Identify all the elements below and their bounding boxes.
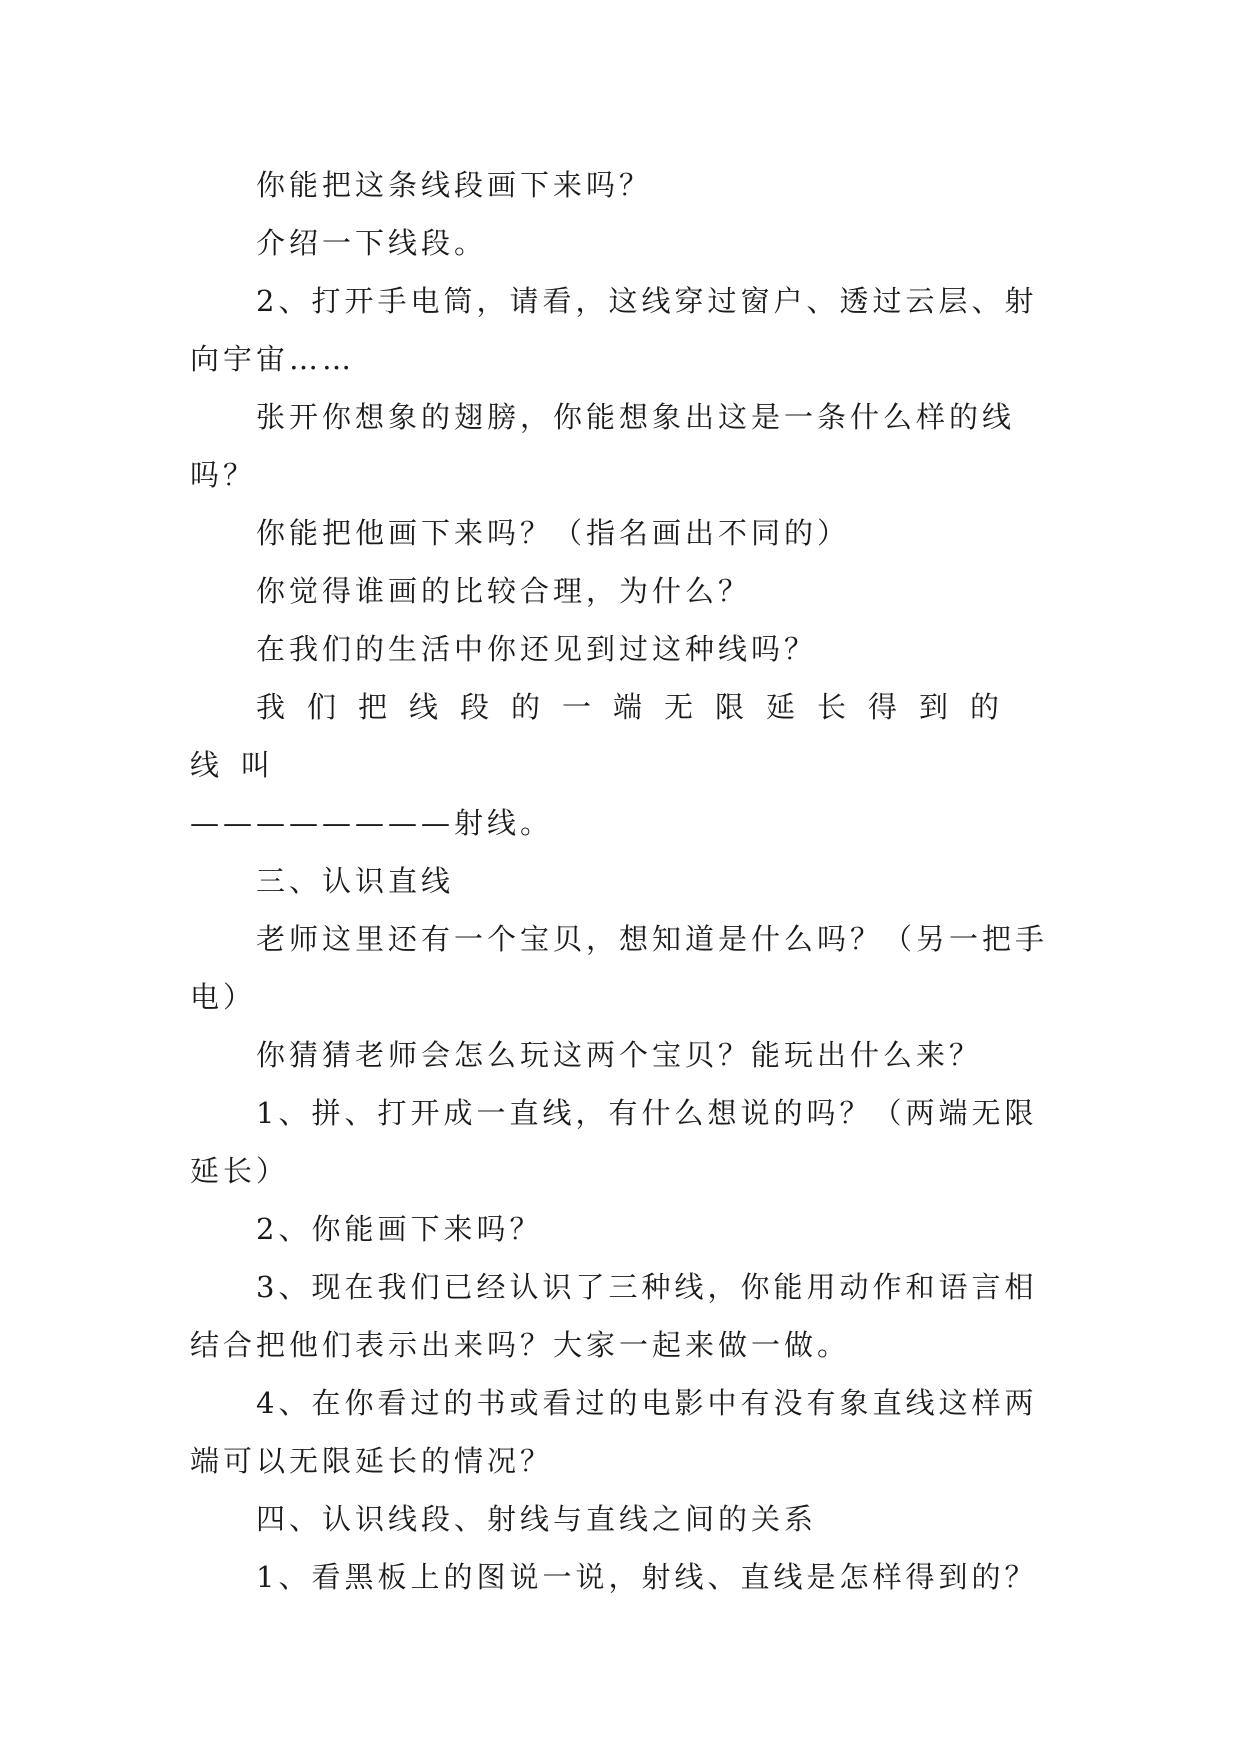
paragraph-imagine: 张开你想象的翅膀，你能想象出这是一条什么样的线吗？ bbox=[190, 400, 1016, 492]
paragraph-reasonable: 你觉得谁画的比较合理，为什么？ bbox=[256, 574, 752, 608]
paragraph-draw-segment: 你能把这条线段画下来吗？ bbox=[256, 168, 653, 202]
paragraph-ray-answer: ————————射线。 bbox=[190, 806, 554, 840]
paragraph-three-lines: 3、现在我们已经认识了三种线，你能用动作和语言相结合把他们表示出来吗？大家一起来做一做。 bbox=[190, 1270, 1038, 1362]
paragraph-books-movies: 4、在你看过的书或看过的电影中有没有象直线这样两端可以无限延长的情况？ bbox=[190, 1386, 1038, 1478]
paragraph-blackboard: 1、看黑板上的图说一说，射线、直线是怎样得到的？ bbox=[256, 1560, 1038, 1594]
paragraph-guess: 你猜猜老师会怎么玩这两个宝贝？能玩出什么来？ bbox=[256, 1038, 983, 1072]
paragraph-introduce-segment: 介绍一下线段。 bbox=[256, 226, 488, 260]
section-heading-line: 三、认识直线 bbox=[256, 864, 455, 898]
paragraph-daily-life: 在我们的生活中你还见到过这种线吗？ bbox=[256, 632, 818, 666]
paragraph-flashlight: 2、打开手电筒，请看，这线穿过窗户、透过云层、射向宇宙…… bbox=[190, 284, 1038, 376]
paragraph-draw-ray: 你能把他画下来吗？（指名画出不同的） bbox=[256, 516, 851, 550]
paragraph-treasure: 老师这里还有一个宝贝，想知道是什么吗？（另一把手电） bbox=[190, 922, 1049, 1014]
paragraph-ray-definition: 我们把线段的一端无限延长得到的线叫 bbox=[190, 690, 1022, 782]
section-heading-relationship: 四、认识线段、射线与直线之间的关系 bbox=[256, 1502, 818, 1536]
paragraph-draw-line: 2、你能画下来吗？ bbox=[256, 1212, 543, 1246]
document-body bbox=[190, 156, 1050, 1606]
paragraph-join-line: 1、拼、打开成一直线，有什么想说的吗？（两端无限延长） bbox=[190, 1096, 1038, 1188]
